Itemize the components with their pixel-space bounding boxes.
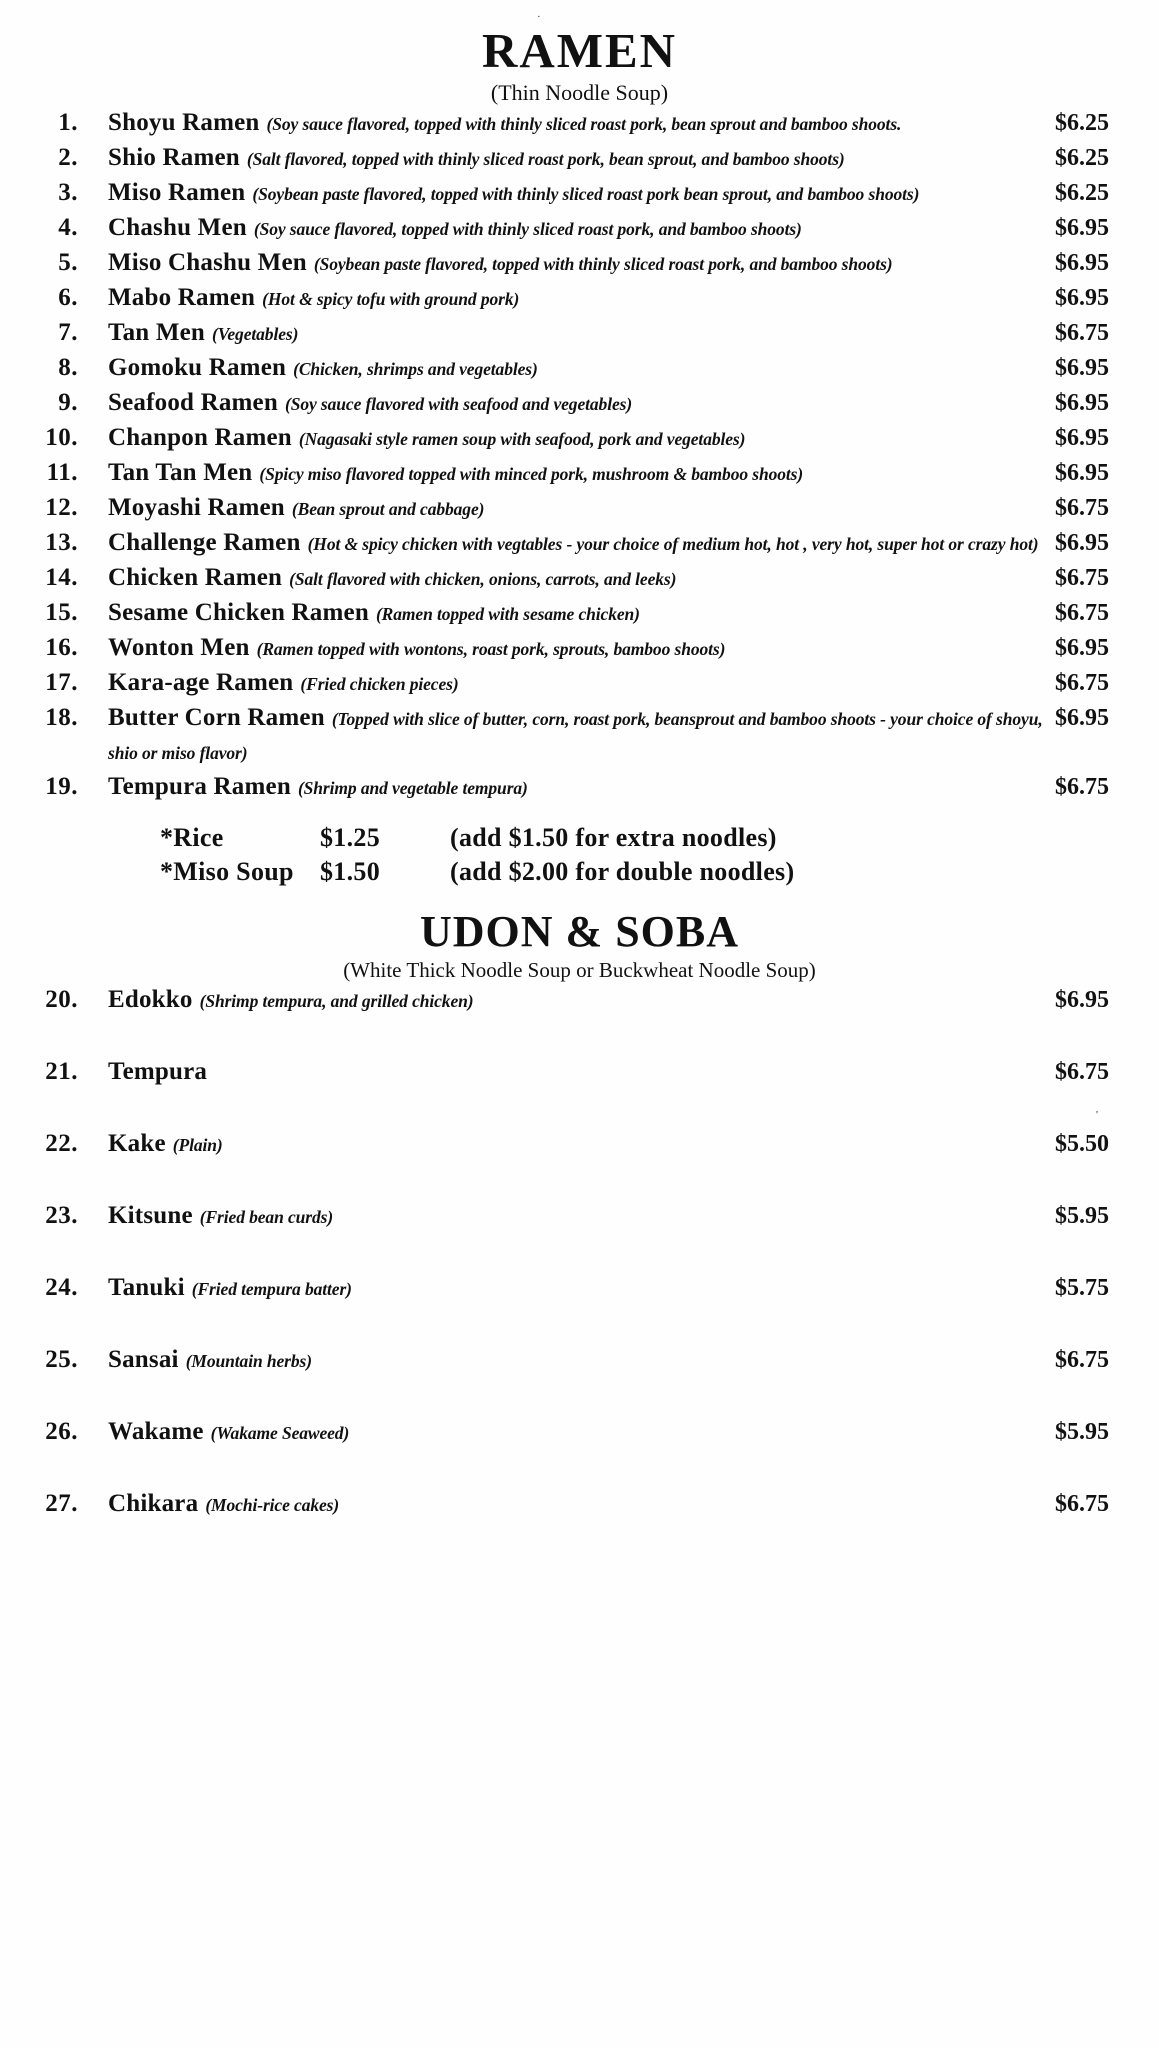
menu-item-name: Tanuki (108, 1274, 185, 1301)
menu-item (0, 1055, 1159, 1127)
menu-item-price: $6.75 (1055, 565, 1109, 591)
menu-item (0, 386, 1159, 421)
menu-item-name: Chicken Ramen (108, 564, 283, 591)
menu-item-number: 26. (45, 1418, 78, 1445)
menu-item-price: $6.25 (1055, 110, 1109, 136)
extras-label: *Rice (160, 823, 224, 852)
menu-item-name: Tan Tan Men (108, 459, 253, 486)
menu-item-price: $5.95 (1055, 1203, 1109, 1229)
menu-item (0, 421, 1159, 456)
extras-row (160, 855, 1159, 889)
menu-item-price: $6.95 (1055, 355, 1109, 381)
menu-item (0, 983, 1159, 1055)
menu-item (0, 1199, 1159, 1271)
menu-item (0, 701, 1159, 770)
ramen-menu-list (0, 106, 1159, 805)
menu-item-price: $6.25 (1055, 180, 1109, 206)
menu-item-price: $5.50 (1055, 1131, 1109, 1157)
menu-item-description: (Ramen topped with wontons, roast pork, sprouts, bamboo shoots) (256, 639, 726, 659)
menu-item-description: (Soybean paste flavored, topped with thinly sliced roast pork bean sprout, and bamboo shoots) (252, 184, 920, 204)
menu-item-description: (Vegetables) (212, 324, 299, 344)
menu-item (0, 631, 1159, 666)
menu-item-description: (Soybean paste flavored, topped with thinly sliced roast pork, and bamboo shoots) (313, 254, 893, 274)
menu-item-name: Chashu Men (108, 214, 247, 241)
menu-item-name: Challenge Ramen (108, 529, 301, 556)
menu-item (0, 491, 1159, 526)
menu-item-number: 8. (58, 354, 78, 381)
menu-item-description: (Nagasaki style ramen soup with seafood, pork and vegetables) (298, 429, 746, 449)
udon-section-subtitle: (White Thick Noodle Soup or Buckwheat Noodle Soup) (343, 958, 816, 982)
menu-item-price: $5.75 (1055, 1275, 1109, 1301)
scan-artifact-mark: ' (1096, 1109, 1098, 1121)
menu-item-number: 5. (58, 249, 78, 276)
menu-item-description: (Fried tempura batter) (191, 1279, 352, 1299)
menu-item-description: (Salt flavored, topped with thinly sliced roast pork, bean sprout, and bamboo shoots) (246, 149, 845, 169)
menu-item-number: 3. (58, 179, 78, 206)
menu-item-number: 13. (45, 529, 78, 556)
menu-item-price: $6.95 (1055, 530, 1109, 556)
menu-item-number: 9. (58, 389, 78, 416)
menu-item-number: 21. (45, 1058, 78, 1085)
menu-item-name: Shio Ramen (108, 144, 240, 171)
menu-item-name: Tan Men (108, 319, 206, 346)
menu-item-number: 11. (46, 459, 78, 486)
menu-item-name: Chanpon Ramen (108, 424, 292, 451)
menu-item (0, 316, 1159, 351)
menu-item-description: (Soy sauce flavored, topped with thinly sliced roast pork, and bamboo shoots) (253, 219, 802, 239)
menu-item-number: 15. (45, 599, 78, 626)
menu-item (0, 106, 1159, 141)
menu-item-number: 17. (45, 669, 78, 696)
menu-item (0, 456, 1159, 491)
menu-item-price: $6.75 (1055, 1491, 1109, 1517)
menu-item-description: (Bean sprout and cabbage) (291, 499, 485, 519)
menu-item-name: Tempura (108, 1058, 208, 1085)
menu-item-price: $6.95 (1055, 215, 1109, 241)
menu-item-name: Sansai (108, 1346, 179, 1373)
menu-item-price: $6.75 (1055, 1059, 1109, 1085)
extras-price: $1.25 (320, 823, 380, 852)
menu-item-price: $6.95 (1055, 705, 1109, 731)
menu-item-name: Seafood Ramen (108, 389, 278, 416)
menu-item-price: $6.75 (1055, 495, 1109, 521)
menu-item-price: $6.95 (1055, 460, 1109, 486)
udon-menu-list (0, 983, 1159, 1559)
extras-row (160, 821, 1159, 855)
menu-item-price: $6.75 (1055, 670, 1109, 696)
menu-item (0, 561, 1159, 596)
menu-item-description: (Ramen topped with sesame chicken) (375, 604, 640, 624)
menu-item-number: 12. (45, 494, 78, 521)
menu-item-name: Moyashi Ramen (108, 494, 285, 521)
udon-section-title: UDON & SOBA (419, 907, 740, 956)
menu-item-name: Wakame (108, 1418, 204, 1445)
menu-item (0, 666, 1159, 701)
menu-item-description: (Chicken, shrimps and vegetables) (293, 359, 538, 379)
menu-item (0, 281, 1159, 316)
menu-item-name: Kake (108, 1130, 166, 1157)
menu-item (0, 596, 1159, 631)
menu-item-number: 6. (58, 284, 78, 311)
menu-item-price: $6.75 (1055, 774, 1109, 800)
menu-item-name: Miso Ramen (108, 179, 246, 206)
menu-item-price: $6.95 (1055, 425, 1109, 451)
menu-item-number: 19. (45, 773, 78, 800)
menu-item-description: (Soy sauce flavored, topped with thinly sliced roast pork, bean sprout and bamboo shoots. (266, 114, 902, 134)
menu-item-description: (Fried bean curds) (199, 1207, 334, 1227)
menu-item-name: Shoyu Ramen (108, 109, 260, 136)
ramen-section-subtitle: (Thin Noodle Soup) (490, 80, 669, 105)
extras-price: $1.50 (320, 857, 380, 886)
menu-item (0, 176, 1159, 211)
menu-item-number: 2. (58, 144, 78, 171)
menu-item-number: 20. (45, 986, 78, 1013)
menu-item-name: Kitsune (108, 1202, 193, 1229)
menu-item-name: Kara-age Ramen (108, 669, 294, 696)
menu-item-number: 27. (45, 1490, 78, 1517)
menu-item-description: (Mountain herbs) (185, 1351, 312, 1371)
extras-block (0, 821, 1159, 889)
ramen-section-title: RAMEN (481, 23, 678, 78)
menu-item (0, 1271, 1159, 1343)
menu-item-name: Chikara (108, 1490, 199, 1517)
menu-item-description: (Spicy miso flavored topped with minced pork, mushroom & bamboo shoots) (259, 464, 804, 484)
menu-item-name: Gomoku Ramen (108, 354, 287, 381)
menu-item-name: Edokko (108, 986, 193, 1013)
menu-item-description: (Plain) (172, 1135, 223, 1155)
menu-item-name: Mabo Ramen (108, 284, 256, 311)
menu-item-name: Sesame Chicken Ramen (108, 599, 369, 626)
menu-item (0, 1127, 1159, 1199)
menu-item-price: $6.95 (1055, 250, 1109, 276)
menu-item (0, 141, 1159, 176)
menu-item-name: Butter Corn Ramen (108, 704, 325, 731)
menu-item-description: (Salt flavored with chicken, onions, carrots, and leeks) (289, 569, 677, 589)
extras-label: *Miso Soup (160, 857, 294, 886)
menu-item-number: 23. (45, 1202, 78, 1229)
menu-item (0, 770, 1159, 805)
menu-item-description: (Topped with slice of butter, corn, roast pork, beansprout and bamboo shoots - your choice of shoyu, shio or miso flavor) (108, 709, 1043, 763)
menu-item-name: Miso Chashu Men (108, 249, 307, 276)
menu-item-description: (Fried chicken pieces) (300, 674, 459, 694)
menu-item-description: (Wakame Seaweed) (210, 1423, 350, 1443)
menu-item (0, 211, 1159, 246)
menu-item-number: 14. (45, 564, 78, 591)
menu-item-number: 10. (45, 424, 78, 451)
menu-item-number: 22. (45, 1130, 78, 1157)
menu-item-number: 18. (45, 704, 78, 731)
extras-note: (add $2.00 for double noodles) (450, 857, 795, 886)
menu-item (0, 526, 1159, 561)
menu-item (0, 1415, 1159, 1487)
menu-item-price: $6.95 (1055, 390, 1109, 416)
menu-item (0, 351, 1159, 386)
menu-item-price: $6.75 (1055, 320, 1109, 346)
menu-item-description: (Hot & spicy chicken with vegtables - your choice of medium hot, hot , very hot, super hot or crazy hot) (307, 534, 1039, 554)
menu-item-price: $6.75 (1055, 600, 1109, 626)
menu-item-description: (Soy sauce flavored with seafood and vegetables) (284, 394, 633, 414)
menu-item-description: (Hot & spicy tofu with ground pork) (262, 289, 520, 309)
menu-item-price: $6.95 (1055, 987, 1109, 1013)
menu-item-number: 1. (58, 109, 78, 136)
menu-item-description: (Mochi-rice cakes) (205, 1495, 340, 1515)
menu-item-description: (Shrimp tempura, and grilled chicken) (199, 991, 474, 1011)
menu-item (0, 1487, 1159, 1559)
menu-item-price: $6.95 (1055, 635, 1109, 661)
menu-item (0, 1343, 1159, 1415)
menu-item-number: 24. (45, 1274, 78, 1301)
scan-artifact-mark: · (537, 11, 541, 23)
menu-item (0, 246, 1159, 281)
menu-item-price: $5.95 (1055, 1419, 1109, 1445)
menu-item-price: $6.95 (1055, 285, 1109, 311)
menu-item-name: Wonton Men (108, 634, 250, 661)
menu-item-price: $6.75 (1055, 1347, 1109, 1373)
menu-item-description: (Shrimp and vegetable tempura) (297, 778, 528, 798)
menu-item-number: 25. (45, 1346, 78, 1373)
menu-item-price: $6.25 (1055, 145, 1109, 171)
menu-item-number: 4. (58, 214, 78, 241)
menu-item-number: 7. (58, 319, 78, 346)
menu-item-name: Tempura Ramen (108, 773, 291, 800)
extras-note: (add $1.50 for extra noodles) (450, 823, 777, 852)
menu-item-number: 16. (45, 634, 78, 661)
